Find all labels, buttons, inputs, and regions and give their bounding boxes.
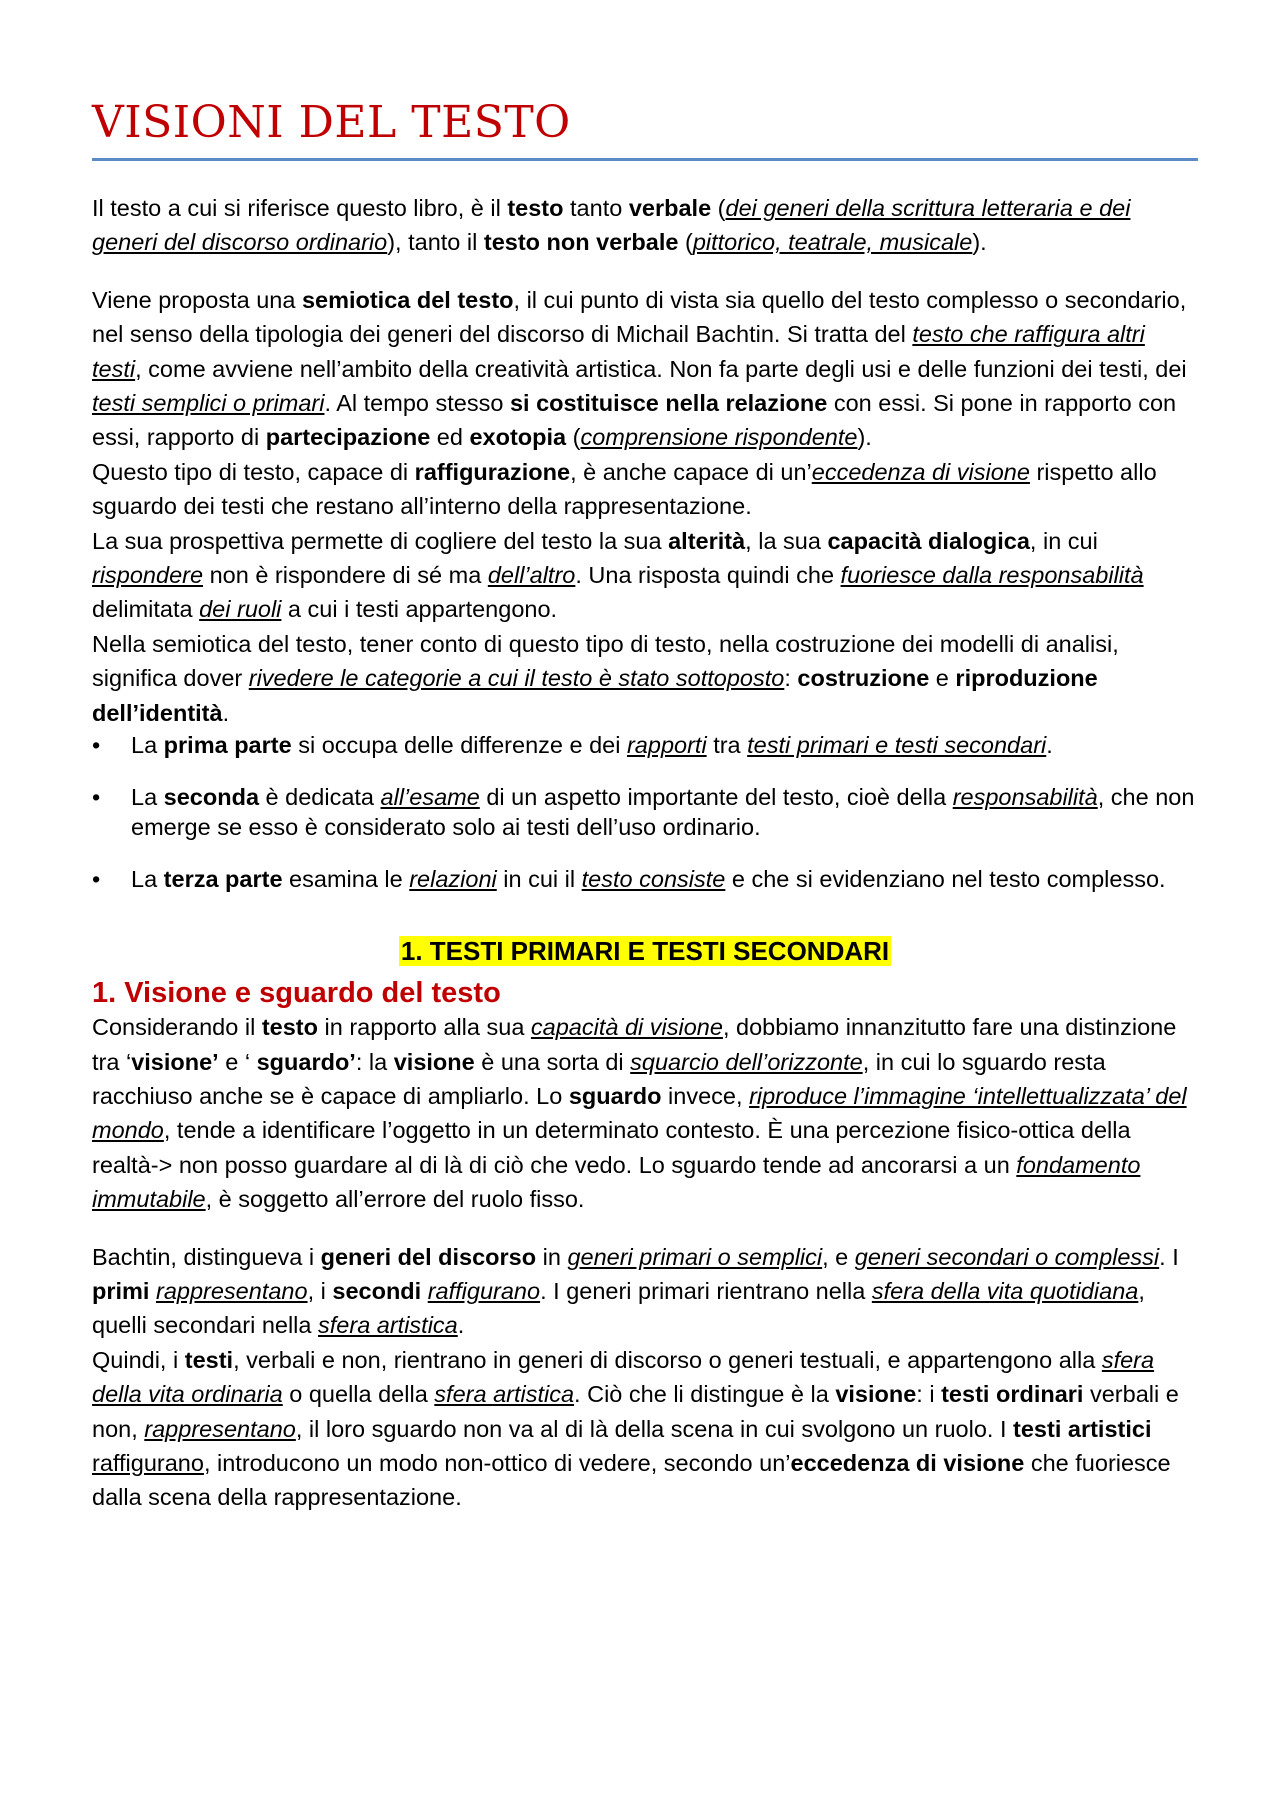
section-banner-text: 1. TESTI PRIMARI E TESTI SECONDARI — [400, 936, 890, 967]
bold-run: si costituisce nella relazione — [509, 390, 828, 417]
underlined-run: testi semplici o primari — [92, 390, 325, 417]
underlined-run: rappresentano — [156, 1277, 308, 1304]
underlined-run: rappresentano — [144, 1415, 296, 1442]
bold-run: prima parte — [163, 732, 292, 759]
bold-run: eccedenza di visione — [790, 1449, 1025, 1476]
text-run: , in cui — [1029, 527, 1098, 554]
underlined-run: sfera della vita quotidiana — [871, 1277, 1139, 1304]
text-run: Questo tipo di testo, capace di — [92, 458, 415, 485]
text-run: che fuoriesce dalla scena della rappresentazione. — [92, 1449, 1171, 1511]
bold-run: terza parte — [163, 865, 283, 892]
text-run: . Una risposta quindi che — [575, 562, 841, 589]
underlined-run: testo consiste — [581, 865, 726, 892]
text-run: La — [131, 783, 164, 810]
text-run: : i — [916, 1381, 942, 1408]
text-run: è una sorta di — [474, 1048, 631, 1075]
text-run: ( — [566, 424, 581, 451]
bold-run: semiotica del testo — [301, 286, 514, 313]
text-run: si occupa delle differenze e dei — [291, 732, 627, 759]
bold-run: capacità dialogica — [827, 527, 1030, 554]
text-run: ). — [972, 229, 987, 256]
underlined-run: dell’altro — [487, 562, 576, 589]
intro-paragraph-5 — [92, 627, 1198, 730]
intro-paragraph-3 — [92, 455, 1198, 524]
text-run: Viene proposta una — [92, 286, 302, 313]
text-run: . I — [1159, 1243, 1179, 1270]
document-page — [92, 96, 1198, 1515]
intro-paragraph-4 — [92, 524, 1198, 627]
underlined-run: eccedenza di visione — [811, 458, 1030, 485]
text-run: , quelli secondari nella — [92, 1277, 1145, 1339]
text-run: , la sua — [745, 527, 828, 554]
bold-run: sguardo — [568, 1082, 662, 1109]
underlined-run: generi secondari o complessi — [854, 1243, 1160, 1270]
text-run: Bachtin, distingueva i — [92, 1243, 321, 1270]
section-paragraph-2 — [92, 1240, 1198, 1343]
text-run: La — [131, 865, 164, 892]
underlined-run: sfera artistica — [434, 1381, 575, 1408]
document-title: VISIONI DEL TESTO — [92, 97, 571, 148]
bullet-item-3 — [92, 864, 1198, 895]
text-run: rispetto allo sguardo dei testi che restano all’interno della rappresentazione. — [92, 458, 1157, 520]
bold-run: testo non verbale — [483, 229, 679, 256]
text-run: . I generi primari rientrano nella — [540, 1277, 872, 1304]
underlined-run: testi primari e testi secondari — [747, 732, 1047, 759]
text-run: non è rispondere di sé ma — [203, 562, 488, 589]
text-run: Il testo a cui si riferisce questo libro, è il — [92, 195, 508, 221]
text-run: . — [222, 699, 230, 726]
bold-run: costruzione — [797, 665, 930, 692]
underlined-run: sfera della vita ordinaria — [92, 1346, 1155, 1408]
text-run: delimitata — [92, 596, 200, 623]
text-run: , è anche capace di un’ — [570, 458, 812, 485]
bold-run: testo — [261, 1014, 318, 1041]
text-run: in cui il — [496, 865, 582, 892]
underlined-run: raffigurano — [427, 1277, 541, 1304]
text-run: , dobbiamo innanzitutto fare una distinzione tra ‘ — [92, 1014, 1177, 1075]
text-run: verbali e non, — [92, 1381, 1179, 1442]
text-run: ( — [678, 229, 693, 256]
text-run: : la — [355, 1048, 394, 1075]
bold-run: testi artistici — [1013, 1415, 1152, 1442]
text-run: Nella semiotica del testo, tener conto di questo tipo di testo, nella costruzione dei modelli di analisi, significa dover — [92, 630, 1119, 692]
underlined-run: raffigurano — [92, 1449, 204, 1476]
underlined-run: fondamento immutabile — [92, 1151, 1141, 1213]
text-run: ( — [711, 195, 726, 221]
text-run: , il loro sguardo non va al di là della scena in cui svolgono un ruolo. I — [295, 1415, 1014, 1442]
underlined-run: rivedere le categorie a cui il testo è stato sottoposto — [248, 665, 785, 692]
text-run: ). — [857, 424, 872, 451]
text-run: tra — [706, 732, 748, 759]
underlined-run: all’esame — [380, 783, 480, 810]
bold-run: exotopia — [469, 424, 567, 451]
section-banner — [92, 934, 1198, 968]
text-run: . Ciò che li distingue è la — [574, 1381, 836, 1408]
underlined-run: testo che raffigura altri testi — [92, 321, 1145, 382]
text-run: invece, — [661, 1082, 750, 1109]
text-run: , verbali e non, rientrano in generi di discorso o generi testuali, e appartengono alla — [233, 1346, 1102, 1373]
text-run: . — [1046, 732, 1053, 759]
text-run: tanto — [563, 195, 629, 221]
underlined-run: comprensione rispondente — [580, 424, 858, 451]
bold-run: sguardo’ — [256, 1048, 356, 1075]
underlined-run: sfera artistica — [318, 1312, 458, 1339]
bullet-item-2 — [92, 782, 1198, 843]
title-underline-rule — [92, 158, 1198, 161]
bold-run: generi del discorso — [320, 1243, 537, 1270]
bold-run: primi — [92, 1277, 150, 1304]
bold-run: secondi — [332, 1277, 422, 1304]
text-run: , introducono un modo non-ottico di vedere, secondo un’ — [203, 1449, 791, 1476]
bold-run: visione’ — [131, 1048, 219, 1075]
text-run: in rapporto alla sua — [317, 1014, 531, 1041]
bold-run: riproduzione dell’identità — [92, 665, 1098, 726]
underlined-run: squarcio dell’orizzonte — [630, 1048, 863, 1075]
text-run: a cui i testi appartengono. — [281, 596, 558, 623]
text-run: Quindi, i — [92, 1346, 185, 1373]
underlined-run: rispondere — [92, 562, 204, 589]
bold-run: visione — [835, 1381, 917, 1408]
text-run: , i — [307, 1277, 333, 1304]
underlined-run: generi primari o semplici — [567, 1243, 823, 1270]
bold-run: testo — [507, 195, 564, 221]
intro-paragraph-1 — [92, 191, 1198, 260]
underlined-run: capacità di visione — [530, 1014, 723, 1041]
underlined-run: responsabilità — [952, 783, 1098, 810]
text-run: di un aspetto importante del testo, cioè della — [479, 783, 953, 810]
section-subtitle: 1. Visione e sguardo del testo — [92, 977, 501, 1010]
bold-run: partecipazione — [265, 424, 431, 451]
bold-run: verbale — [628, 195, 712, 221]
text-run: con essi. Si pone in rapporto con essi, rapporto di — [92, 390, 1177, 451]
text-run: e — [929, 665, 956, 692]
bold-run: testi ordinari — [941, 1381, 1084, 1408]
bold-run: raffigurazione — [414, 458, 571, 485]
text-run: . — [457, 1312, 465, 1339]
underlined-run: riproduce l’immagine ‘intellettualizzata’ del mondo — [92, 1082, 1187, 1144]
text-run: è dedicata — [259, 783, 381, 810]
text-run: , il cui punto di vista sia quello del testo complesso o secondario, nel senso della tipologia dei generi del discorso di Michail Bachtin. Si tratta del — [92, 286, 1187, 348]
text-run: La sua prospettiva permette di cogliere del testo la sua — [92, 527, 669, 554]
underlined-run: fuoriesce dalla responsabilità — [840, 562, 1144, 589]
text-run: , e — [822, 1243, 855, 1270]
underlined-run: dei generi della scrittura letteraria e dei generi del discorso ordinario — [92, 195, 1131, 256]
bold-run: seconda — [163, 783, 260, 810]
parts-bullet-list — [92, 730, 1198, 894]
text-run: esamina le — [282, 865, 410, 892]
bold-run: testi — [184, 1346, 234, 1373]
text-run: Considerando il — [92, 1014, 262, 1041]
bullet-item-1 — [92, 730, 1198, 761]
text-run: ed — [430, 424, 470, 451]
text-run: o quella della — [282, 1381, 435, 1408]
text-run: . Al tempo stesso — [324, 390, 510, 417]
text-run: , tende a identificare l’oggetto in un determinato contesto. È una percezione fisico-ottica della realtà-> non posso guardare al di là di ciò che vedo. Lo sguardo tende ad ancorarsi a un — [92, 1117, 1131, 1178]
underlined-run: rapporti — [626, 732, 707, 759]
section-paragraph-1 — [92, 1010, 1198, 1216]
underlined-run: pittorico, teatrale, musicale — [692, 229, 973, 256]
underlined-run: dei ruoli — [199, 596, 282, 623]
text-run: ), tanto il — [387, 229, 484, 256]
bold-run: alterità — [668, 527, 746, 554]
text-run: , in cui lo sguardo resta racchiuso anche se è capace di ampliarlo. Lo — [92, 1048, 1106, 1109]
text-run: in — [536, 1243, 568, 1270]
text-run: , è soggetto all’errore del ruolo fisso. — [205, 1186, 585, 1213]
text-run: : — [784, 665, 798, 692]
section-paragraph-3 — [92, 1343, 1198, 1515]
bold-run: visione — [393, 1048, 475, 1075]
text-run: La — [131, 732, 164, 759]
text-run: , che non emerge se esso è considerato solo ai testi dell’uso ordinario. — [131, 783, 1195, 841]
underlined-run: relazioni — [409, 865, 497, 892]
text-run: e che si evidenziano nel testo complesso. — [725, 865, 1166, 892]
text-run: e ‘ — [218, 1048, 257, 1075]
intro-paragraph-2 — [92, 283, 1198, 455]
text-run: , come avviene nell’ambito della creatività artistica. Non fa parte degli usi e delle funzioni dei testi, dei — [135, 355, 1187, 382]
